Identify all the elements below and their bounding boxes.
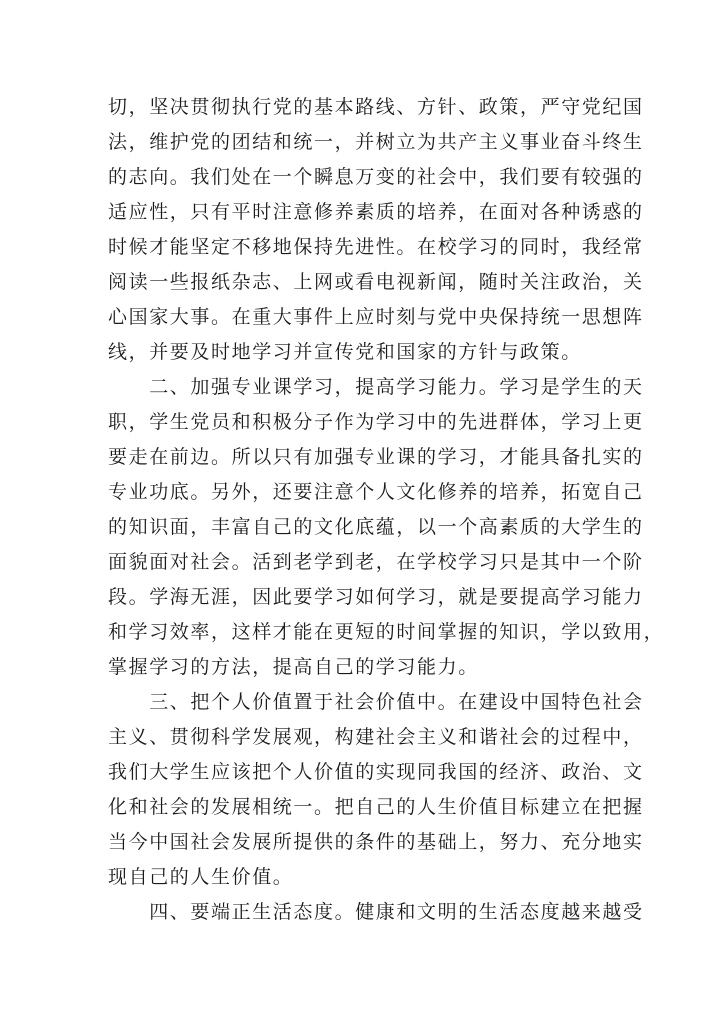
paragraph — [108, 685, 644, 895]
text-line: 二、加强专业课学习，提高学习能力。学习是学生的天 — [108, 376, 644, 398]
text-line: 我们大学生应该把个人价值的实现同我国的经济、政治、文 — [108, 761, 644, 783]
text-line: 专业功底。另外，还要注意个人文化修养的培养，拓宽自己 — [108, 481, 644, 503]
text-line: 切，坚决贯彻执行党的基本路线、方针、政策，严守党纪国 — [108, 96, 644, 118]
paragraph — [108, 895, 644, 930]
text-line: 要走在前边。所以只有加强专业课的学习，才能具备扎实的 — [108, 446, 644, 468]
text-line: 和学习效率，这样才能在更短的时间掌握的知识，学以致用， — [108, 621, 665, 643]
text-line: 面貌面对社会。活到老学到老，在学校学习只是其中一个阶 — [108, 551, 644, 573]
text-line: 时候才能坚定不移地保持先进性。在校学习的同时，我经常 — [108, 236, 644, 258]
text-line: 线，并要及时地学习并宣传党和国家的方针与政策。 — [108, 341, 582, 363]
text-line: 三、把个人价值置于社会价值中。在建设中国特色社会 — [108, 691, 644, 713]
paragraph — [108, 90, 644, 370]
text-line: 化和社会的发展相统一。把自己的人生价值目标建立在把握 — [108, 796, 644, 818]
paragraph — [108, 370, 665, 685]
text-line: 阅读一些报纸杂志、上网或看电视新闻，随时关注政治，关 — [108, 271, 644, 293]
text-line: 心国家大事。在重大事件上应时刻与党中央保持统一思想阵 — [108, 306, 644, 328]
text-line: 段。学海无涯，因此要学习如何学习，就是要提高学习能力 — [108, 586, 644, 608]
text-line: 当今中国社会发展所提供的条件的基础上，努力、充分地实 — [108, 831, 644, 853]
text-line: 的志向。我们处在一个瞬息万变的社会中，我们要有较强的 — [108, 166, 644, 188]
text-line: 法，维护党的团结和统一，并树立为共产主义事业奋斗终生 — [108, 131, 644, 153]
text-line: 职，学生党员和积极分子作为学习中的先进群体，学习上更 — [108, 411, 644, 433]
text-line: 的知识面，丰富自己的文化底蕴，以一个高素质的大学生的 — [108, 516, 644, 538]
text-line: 主义、贯彻科学发展观，构建社会主义和谐社会的过程中， — [108, 726, 644, 748]
text-line: 适应性，只有平时注意修养素质的培养，在面对各种诱惑的 — [108, 201, 644, 223]
text-line: 四、要端正生活态度。健康和文明的生活态度越来越受 — [108, 901, 644, 923]
document-body — [108, 90, 665, 930]
text-line: 现自己的人生价值。 — [108, 866, 294, 888]
text-line: 掌握学习的方法，提高自己的学习能力。 — [108, 656, 479, 678]
